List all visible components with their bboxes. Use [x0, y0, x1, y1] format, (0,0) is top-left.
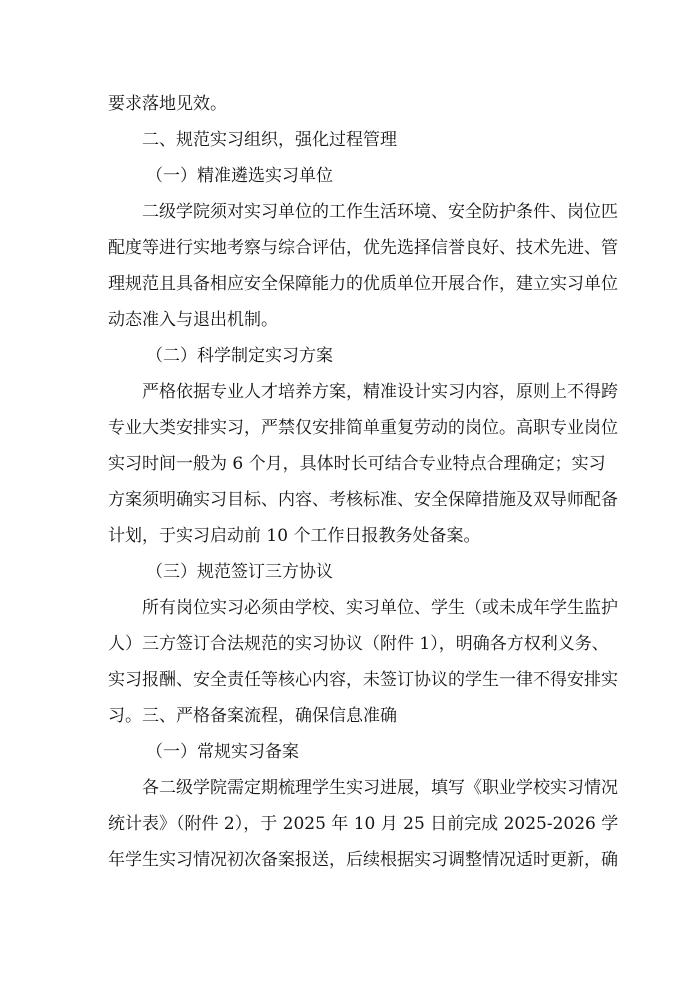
subsection-heading-2-2: （二）科学制定实习方案: [146, 346, 333, 366]
paragraph-line: 年学生实习情况初次备案报送，后续根据实习调整情况适时更新，确: [108, 850, 618, 870]
section-heading-3-line: 习。三、严格备案流程，确保信息准确: [108, 706, 397, 726]
paragraph-line: 动态准入与退出机制。: [108, 310, 278, 330]
subsection-heading-3-1: （一）常规实习备案: [146, 742, 299, 762]
paragraph-line: 所有岗位实习必须由学校、实习单位、学生（或未成年学生监护: [142, 598, 618, 618]
paragraph-line: 配度等进行实地考察与综合评估，优先选择信誉良好、技术先进、管: [108, 238, 618, 258]
paragraph-line: 实习报酬、安全责任等核心内容，未签订协议的学生一律不得安排实: [108, 670, 618, 690]
paragraph-line: 二级学院须对实习单位的工作生活环境、安全防护条件、岗位匹: [142, 202, 618, 222]
subsection-heading-2-1: （一）精准遴选实习单位: [146, 166, 333, 186]
paragraph-line: 统计表》（附件 2），于 2025 年 10 月 25 日前完成 2025-2026 学: [108, 814, 619, 834]
paragraph-line: 专业大类安排实习，严禁仅安排简单重复劳动的岗位。高职专业岗位: [108, 418, 618, 438]
paragraph-line: 各二级学院需定期梳理学生实习进展，填写《职业学校实习情况: [142, 778, 618, 798]
document-body: [108, 86, 619, 878]
paragraph-line: 理规范且具备相应安全保障能力的优质单位开展合作，建立实习单位: [108, 274, 618, 294]
subsection-heading-2-3: （三）规范签订三方协议: [146, 562, 333, 582]
paragraph-line: 实习时间一般为 6 个月，具体时长可结合专业特点合理确定；实习: [108, 454, 606, 474]
paragraph-line: 方案须明确实习目标、内容、考核标准、安全保障措施及双导师配备: [108, 490, 618, 510]
section-heading-2: 二、规范实习组织，强化过程管理: [142, 130, 397, 150]
paragraph-line: 计划，于实习启动前 10 个工作日报教务处备案。: [108, 526, 481, 546]
paragraph-line: 要求落地见效。: [108, 94, 227, 114]
paragraph-line: 人）三方签订合法规范的实习协议（附件 1），明确各方权利义务、: [108, 634, 609, 654]
paragraph-line: 严格依据专业人才培养方案，精准设计实习内容，原则上不得跨: [142, 382, 618, 402]
